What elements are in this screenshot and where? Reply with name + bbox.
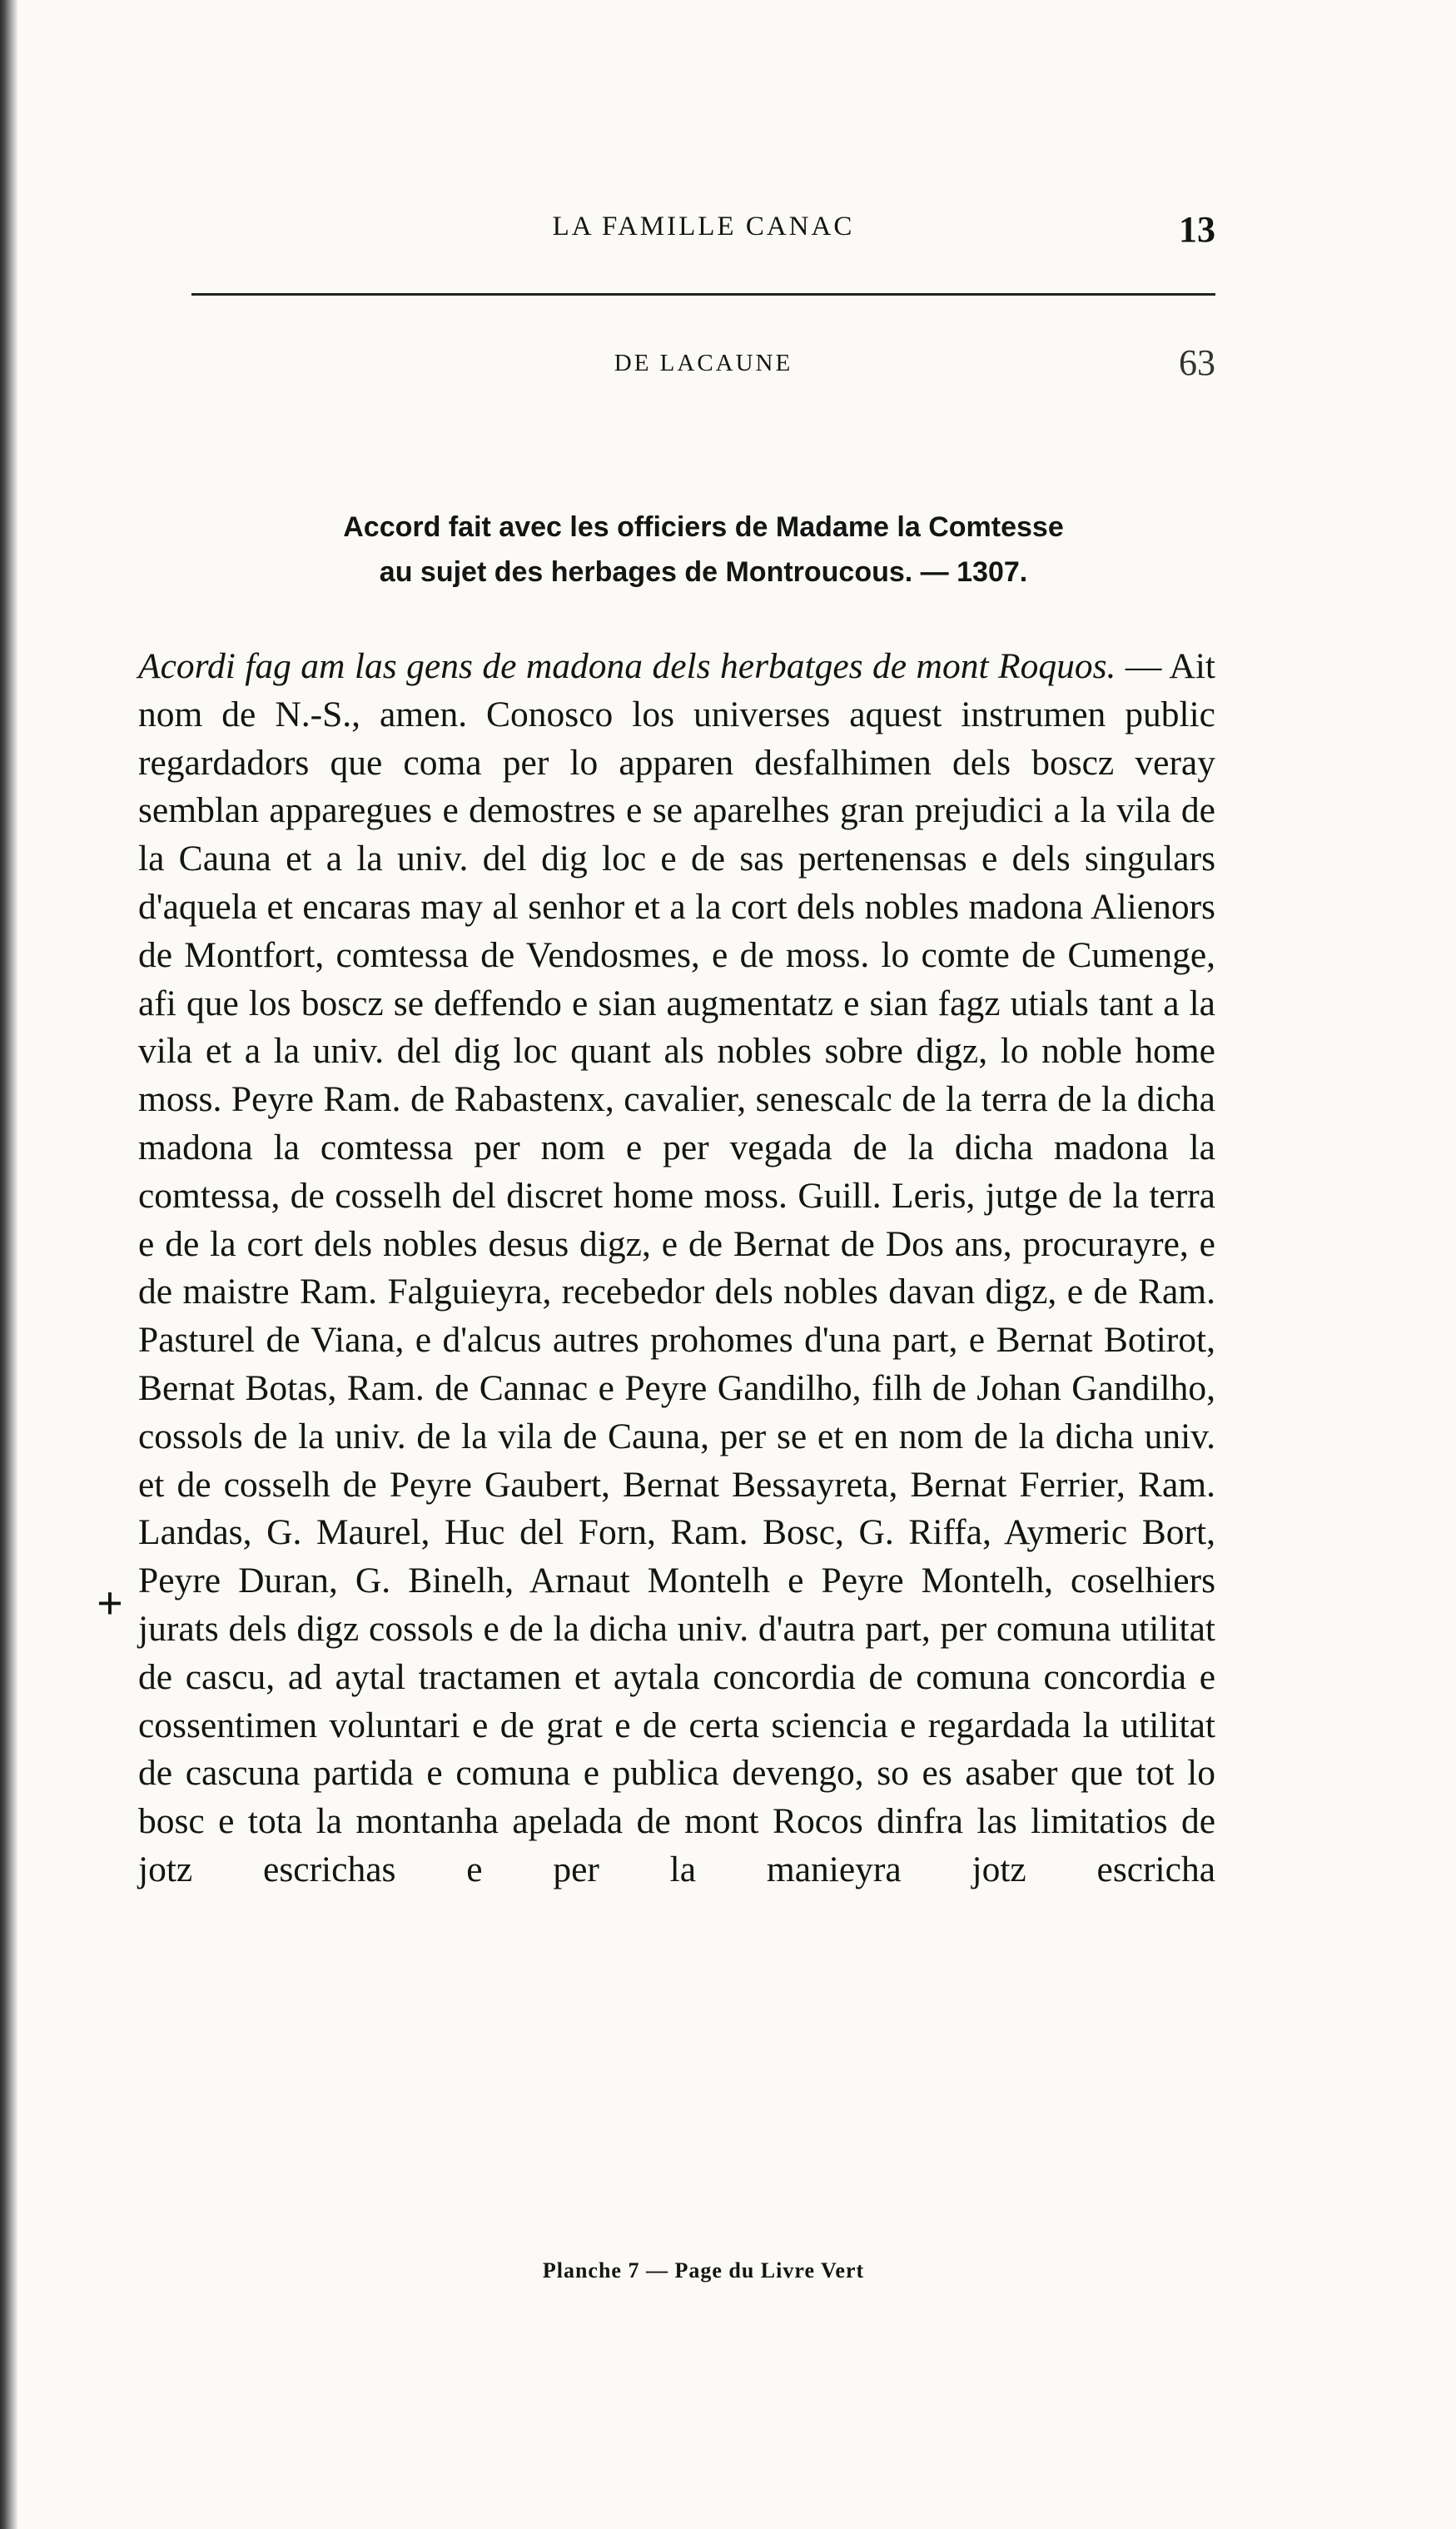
document-text: — Ait nom de N.-S., amen. Conosco los universes aquest instrumen public regardadors que coma per lo apparen desfalhimen dels boscz veray semblan apparegues e demostres e se aparelhes gran prejudici a la vila de la Cauna et a la univ. del dig loc e de sas pertenensas e dels singulars d'aquela et encaras may al senhor et a la cort dels nobles madona Alienors de Montfort, comtessa de Vendosmes, e de moss. lo comte de Cumenge, afi que los boscz se deffendo e sian augmentatz e sian fagz utials tant a la vila et a la univ. del dig loc quant als nobles sobre digz, lo noble home moss. Peyre Ram. de Rabastenx, cavalier, senescalc de la terra de la dicha madona la comtessa per nom e per vegada de la dicha madona la comtessa, de cosselh del discret home moss. Guill. Leris, jutge de la terra e de la cort dels nobles desus digz, e de Bernat de Dos ans, procurayre, e de maistre Ram. Falguieyra, recebedor dels nobles davan digz, e de Ram. Pasturel de Viana, e d'alcus autres prohomes d'una part, e Bernat Botirot, Bernat Botas, Ram. de Cannac e Peyre Gandilho, filh de Johan Gandilho, cossols de la univ. de la vila de Cauna, per se et en nom de la dicha univ. et de cosselh de Peyre Gaubert, Bernat Bessayreta, Bernat Ferrier, Ram. Landas, G. Maurel, Huc del Forn, Ram. Bosc, G. Riffa, Aymeric Bort, Peyre Duran, G. Binelh, Arnaut Montelh e Peyre Montelh, coselhiers jurats dels digz cossols e de la dicha univ. d'autra part, per comuna utilitat de cascu, ad aytal tractamen et aytala concordia de comuna concordia e cossentimen voluntari e de grat e de certa sciencia e regardada la utilitat de cascuna partida e comuna e publica devengo, so es asaber que tot lo bosc e tota la montanha apelada de mont Rocos dinfra las limitatios de jotz escrichas e per la manieyra jotz escricha (138, 646, 1216, 1889)
margin-cross-mark: + (97, 1578, 123, 1630)
inner-head-page-number: 63 (1179, 342, 1215, 383)
header-rule (191, 293, 1215, 296)
inner-head-title: DE LACAUNE (614, 350, 793, 376)
body-paragraph (138, 643, 1215, 1894)
inner-head (191, 341, 1215, 391)
running-head (191, 208, 1215, 258)
running-head-title: LA FAMILLE CANAC (552, 212, 855, 241)
section-heading-line-1: Accord fait avec les officiers de Madame la Comtesse (343, 511, 1064, 543)
section-heading (191, 505, 1215, 595)
document-italic-title: Acordi fag am las gens de madona dels herbatges de mont Roquos. (138, 646, 1116, 686)
scan-edge-shadow (0, 0, 18, 2529)
page-footer: Planche 7 — Page du Livre Vert (542, 2258, 865, 2283)
body-text (138, 643, 1215, 1894)
section-heading-line-2: au sujet des herbages de Montroucous. — 1307. (379, 556, 1028, 588)
running-head-page-number: 13 (1179, 209, 1215, 250)
